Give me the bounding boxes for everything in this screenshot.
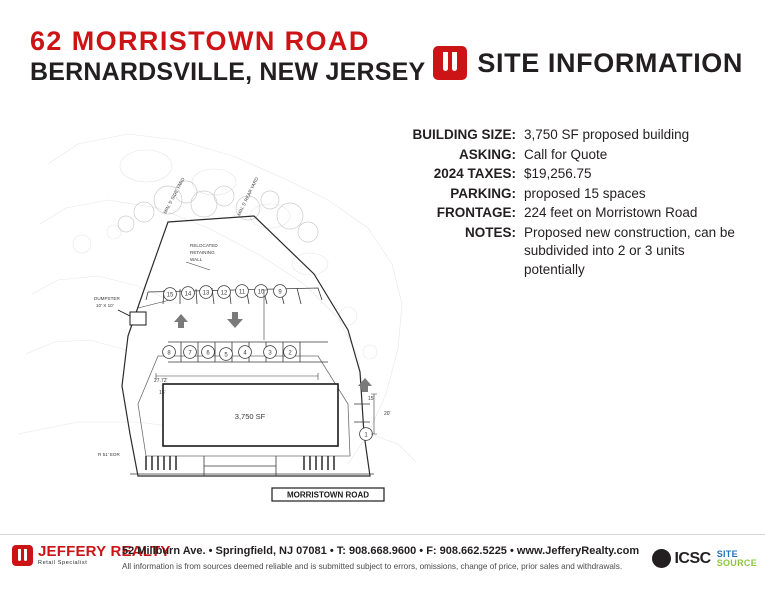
building-area-label: 3,750 SF <box>234 412 266 421</box>
spec-row-parking <box>396 185 746 204</box>
spec-value: $19,256.75 <box>524 166 592 181</box>
jeffery-realty-logo-icon <box>12 545 33 566</box>
stall-number: 7 <box>188 350 192 357</box>
spec-label: PARKING: <box>450 185 516 201</box>
spec-row-asking <box>396 146 746 165</box>
stall-number: 2 <box>288 350 292 357</box>
annotation: DUMPSTER <box>94 296 120 301</box>
annotation: MIN. 5' SIDE YARD <box>162 176 186 215</box>
jeffery-realty-logo-icon <box>433 46 467 80</box>
annotation: MIN. 5' REAR YARD <box>236 176 260 217</box>
spec-row-frontage <box>396 204 746 223</box>
page-header <box>0 0 765 100</box>
footer-contact-line: 52 Millburn Ave. • Springfield, NJ 07081 • T: 908.668.9600 • F: 908.662.5225 • www.JefferyRealty.com <box>122 545 640 557</box>
footer-brand-name: JEFFERY REALTY <box>38 543 171 560</box>
spec-value: proposed 15 spaces <box>524 185 646 201</box>
site-information-label: SITE INFORMATION <box>477 47 743 78</box>
annotation: 10' X 10' <box>96 303 114 308</box>
site-plan-svg <box>18 104 418 528</box>
spec-row-building-size <box>396 126 746 145</box>
stall-number: 5 <box>224 352 228 359</box>
spec-value: Call for Quote <box>524 146 608 162</box>
site-source-line2: SOURCE <box>716 557 757 568</box>
site-information-specs <box>396 126 746 280</box>
site-source-line1: SITE <box>716 548 738 559</box>
footer-brand-tagline: Retail Specialist <box>38 560 88 566</box>
spec-label: ASKING: <box>459 146 516 162</box>
annotation: RETAINING <box>190 250 215 255</box>
stall-number: 1 <box>364 432 368 439</box>
icsc-label: ICSC <box>674 549 711 567</box>
footer-badges <box>652 549 757 568</box>
page-footer <box>0 534 765 589</box>
stall-number: 8 <box>167 350 171 357</box>
spec-label: BUILDING SIZE: <box>412 127 516 142</box>
icsc-badge <box>652 549 710 568</box>
stall-number: 14 <box>184 291 192 298</box>
site-information-heading <box>433 46 743 80</box>
page-subtitle: BERNARDSVILLE, NEW JERSEY <box>30 58 426 86</box>
spec-value: 224 feet on Morristown Road <box>524 205 698 220</box>
spec-label: 2024 TAXES: <box>433 166 516 181</box>
page-title: 62 MORRISTOWN ROAD <box>30 26 370 56</box>
spec-row-taxes <box>396 165 746 184</box>
icsc-circle-icon <box>652 549 671 568</box>
stall-number: 13 <box>202 290 210 297</box>
footer-disclaimer: All information is from sources deemed reliable and is submitted subject to errors, omissions, change of price, prior sales and withdrawals. <box>122 562 623 571</box>
street-label <box>272 488 384 501</box>
spec-value: Proposed new construction, can be subdivided into 2 or 3 units potentially <box>524 224 735 277</box>
street-name: MORRISTOWN ROAD <box>286 490 370 500</box>
stall-number: 11 <box>238 289 246 296</box>
dimension: 15' <box>368 396 375 402</box>
stall-number: 10 <box>257 289 265 296</box>
stall-number: 15 <box>166 292 174 299</box>
site-source-badge <box>717 550 757 568</box>
dimension: 15' <box>159 390 166 396</box>
spec-label: FRONTAGE: <box>436 205 516 220</box>
dimension: 27.72' <box>154 378 168 384</box>
dimension: 20' <box>384 411 391 417</box>
annotation: WALL <box>190 257 203 262</box>
spec-label: NOTES: <box>464 224 516 240</box>
spec-row-notes <box>396 224 746 280</box>
spec-value: 3,750 SF proposed building <box>524 127 690 142</box>
stall-number: 4 <box>243 350 247 357</box>
stall-number: 3 <box>268 350 272 357</box>
dumpster-enclosure <box>118 310 146 325</box>
annotation: R 51' EOR <box>98 452 120 457</box>
site-plan-drawing <box>18 104 418 528</box>
stall-number: 6 <box>206 350 210 357</box>
stall-number: 12 <box>220 290 228 297</box>
annotation: RELOCATED <box>190 243 218 248</box>
stall-number: 9 <box>278 289 282 296</box>
